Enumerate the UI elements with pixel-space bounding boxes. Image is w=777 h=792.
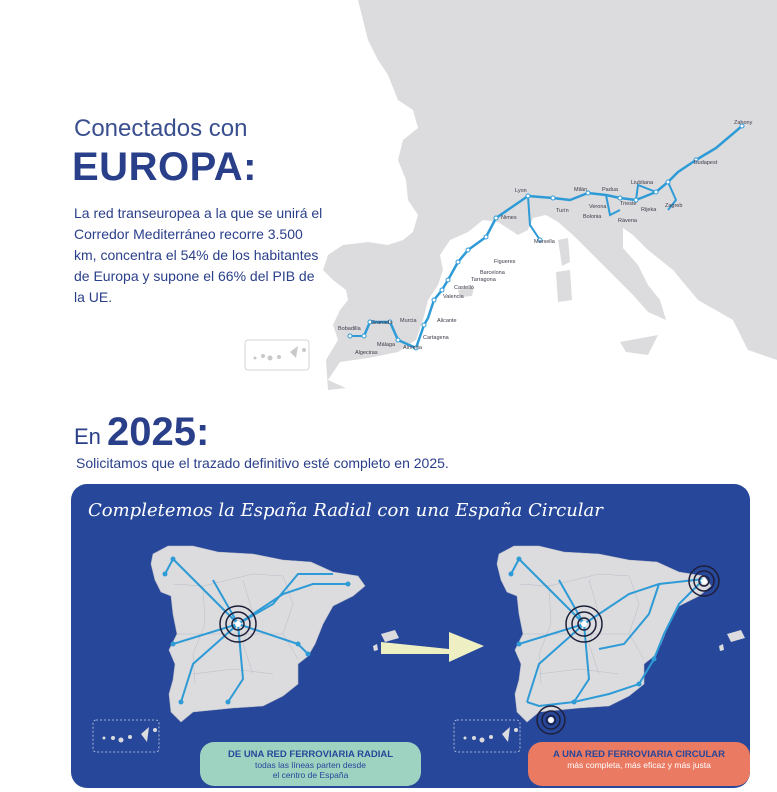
- svg-text:Barcelona: Barcelona: [480, 270, 505, 276]
- circular-map: [497, 546, 745, 734]
- svg-text:Rávena: Rávena: [618, 218, 637, 224]
- headline-connected: Conectados con: [74, 115, 248, 142]
- svg-text:Figueres: Figueres: [494, 259, 516, 265]
- svg-text:Algeciras: Algeciras: [355, 350, 378, 356]
- svg-text:Tarragona: Tarragona: [471, 277, 496, 283]
- svg-text:Málaga: Málaga: [377, 342, 396, 348]
- radial-title: DE UNA RED FERROVIARIA RADIAL: [227, 749, 394, 760]
- radial-vs-circular-panel: [71, 484, 750, 788]
- svg-text:Rijeka: Rijeka: [641, 207, 657, 213]
- radial-network-label: [200, 742, 421, 786]
- svg-text:Liubliana: Liubliana: [631, 180, 654, 186]
- svg-text:Milán: Milán: [574, 187, 588, 193]
- panel-title: Completemos la España Radial con una España Circular: [88, 500, 603, 521]
- svg-text:Nimes: Nimes: [501, 215, 517, 221]
- goal-subtitle: Solicitamos que el trazado definitivo esté completo en 2025.: [76, 455, 449, 471]
- intro-paragraph: La red transeuropea a la que se unirá el Corredor Mediterráneo recorre 3.500 km, concentra el 54% de los habitantes de Europa y supone el 66% del PIB de la UE.: [74, 205, 323, 305]
- svg-text:Castelló: Castelló: [454, 285, 474, 291]
- svg-text:Padua: Padua: [602, 187, 618, 193]
- headline-europa: EUROPA:: [72, 145, 257, 189]
- svg-text:Lyon: Lyon: [515, 188, 527, 194]
- svg-text:Alicante: Alicante: [437, 318, 457, 324]
- circular-subtitle: más completa, más eficaz y más justa: [567, 760, 711, 770]
- circular-title: A UNA RED FERROVIARIA CIRCULAR: [552, 749, 726, 760]
- radial-map: [151, 546, 399, 722]
- canary-inset-right: [454, 720, 520, 752]
- circular-network-label: [528, 742, 750, 786]
- svg-text:Granada: Granada: [371, 320, 393, 326]
- svg-text:Budapest: Budapest: [694, 160, 718, 166]
- radial-subtitle-2: el centro de España: [272, 770, 349, 780]
- svg-text:Verona: Verona: [589, 204, 607, 210]
- svg-text:Trieste: Trieste: [620, 201, 637, 207]
- svg-text:Cartagena: Cartagena: [423, 335, 449, 341]
- europe-rail-map: [228, 0, 777, 390]
- goal-year: 2025:: [107, 410, 210, 454]
- svg-text:Murcia: Murcia: [400, 318, 417, 324]
- svg-text:Turín: Turín: [556, 208, 569, 214]
- svg-text:Zahony: Zahony: [734, 120, 753, 126]
- svg-text:Bolonia: Bolonia: [583, 214, 602, 220]
- svg-text:Zagreb: Zagreb: [665, 203, 683, 209]
- svg-text:Almería: Almería: [403, 345, 422, 351]
- svg-text:Marsella: Marsella: [534, 239, 555, 245]
- svg-text:Valencia: Valencia: [443, 294, 464, 300]
- radial-subtitle-1: todas las líneas parten desde: [254, 760, 367, 770]
- goal-en-label: En: [74, 424, 101, 449]
- svg-text:Bobadilla: Bobadilla: [338, 326, 361, 332]
- canary-inset-left: [93, 720, 159, 752]
